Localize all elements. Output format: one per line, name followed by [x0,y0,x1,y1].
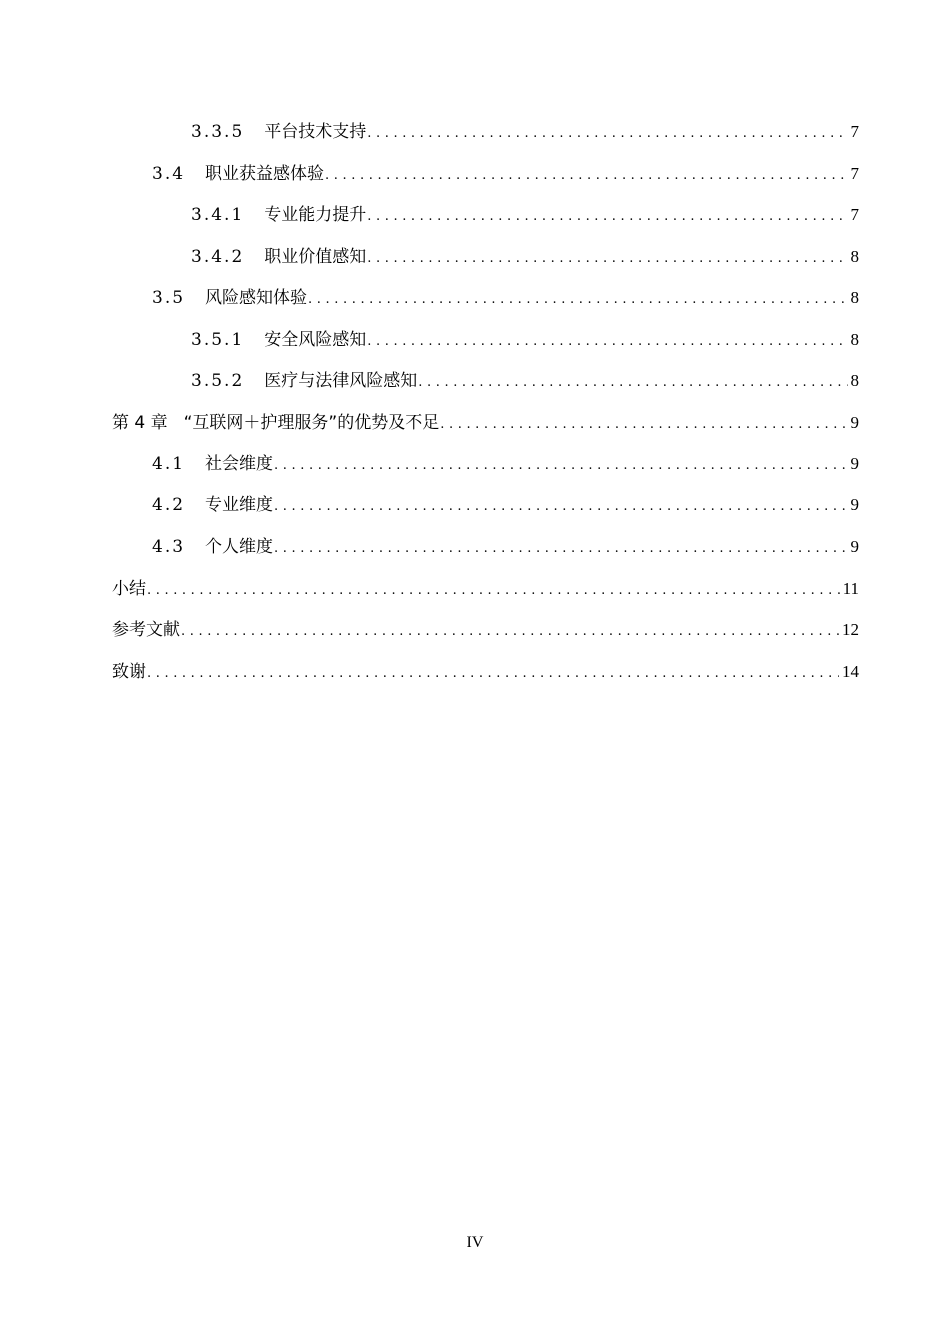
toc-dot-leader [366,122,847,146]
toc-entry-summary[interactable] [112,577,859,601]
toc-dot-leader [366,330,847,354]
toc-entry-page: 14 [842,662,859,681]
toc-entry-page: 11 [842,579,859,598]
toc-dot-leader [366,247,847,271]
toc-entry-3-5[interactable] [152,286,859,310]
toc-entry-acknowledgements[interactable] [112,660,859,684]
toc-entry-page: 7 [850,164,859,183]
toc-dot-leader [273,537,847,561]
toc-entry-page: 9 [850,537,859,556]
toc-entry-4-2[interactable] [152,493,859,517]
toc-entry-page: 9 [850,413,859,432]
toc-dot-leader [324,164,847,188]
toc-entry-title: 专业能力提升 [264,205,367,225]
toc-entry-page: 12 [842,620,859,639]
toc-entry-number: 3.5.2 [191,371,245,391]
toc-entry-3-4-2[interactable] [191,245,859,269]
toc-entry-title: 安全风险感知 [264,330,367,350]
toc-entry-page: 7 [850,122,859,141]
toc-dot-leader [146,579,840,603]
toc-entry-number: 3.4.1 [191,205,245,225]
toc-entry-page: 9 [850,454,859,473]
toc-entry-title: 个人维度 [205,537,274,557]
toc-entry-page: 7 [850,205,859,224]
toc-entry-title: 社会维度 [205,454,274,474]
toc-entry-number: 4.3 [152,537,186,557]
toc-entry-3-4-1[interactable] [191,203,859,227]
page-number-footer: IV [466,1234,484,1251]
toc-entry-page: 8 [850,288,859,307]
toc-entry-title: 职业价值感知 [264,247,367,267]
toc-dot-leader [366,205,847,229]
toc-entry-3-5-2[interactable] [191,369,859,393]
toc-dot-leader [146,662,839,686]
toc-entry-number: 第 4 章 [112,413,168,433]
toc-dot-leader [180,620,839,644]
toc-entry-number: 4.1 [152,454,186,474]
toc-entry-3-5-1[interactable] [191,328,859,352]
toc-entry-title: 小结 [112,579,146,599]
toc-dot-leader [307,288,847,312]
toc-dot-leader [417,371,847,395]
toc-entry-number: 3.5 [152,288,186,308]
toc-entry-references[interactable] [112,618,859,642]
toc-entry-title: 医疗与法律风险感知 [264,371,418,391]
toc-entry-page: 8 [850,371,859,390]
toc-entry-title: “互联网＋护理服务”的优势及不足 [183,413,440,433]
toc-entry-title: 平台技术支持 [264,122,367,142]
toc-entry-number: 3.3.5 [191,122,245,142]
toc-entry-chapter-4[interactable] [112,411,859,435]
toc-entry-page: 8 [850,247,859,266]
toc-entry-page: 8 [850,330,859,349]
toc-entry-title: 专业维度 [205,495,274,515]
toc-entry-title: 风险感知体验 [205,288,308,308]
toc-entry-title: 职业获益感体验 [205,164,325,184]
toc-entry-4-1[interactable] [152,452,859,476]
toc-dot-leader [439,413,847,437]
toc-entry-3-3-5[interactable] [191,120,859,144]
toc-entry-number: 3.4 [152,164,186,184]
toc-entry-number: 3.4.2 [191,247,245,267]
toc-entry-page: 9 [850,495,859,514]
toc-entry-number: 4.2 [152,495,186,515]
toc-dot-leader [273,454,847,478]
toc-entry-number: 3.5.1 [191,330,245,350]
toc-dot-leader [273,495,847,519]
toc-entry-3-4[interactable] [152,162,859,186]
toc-entry-title: 参考文献 [112,620,180,640]
toc-entry-4-3[interactable] [152,535,859,559]
toc-entry-title: 致谢 [112,662,146,682]
